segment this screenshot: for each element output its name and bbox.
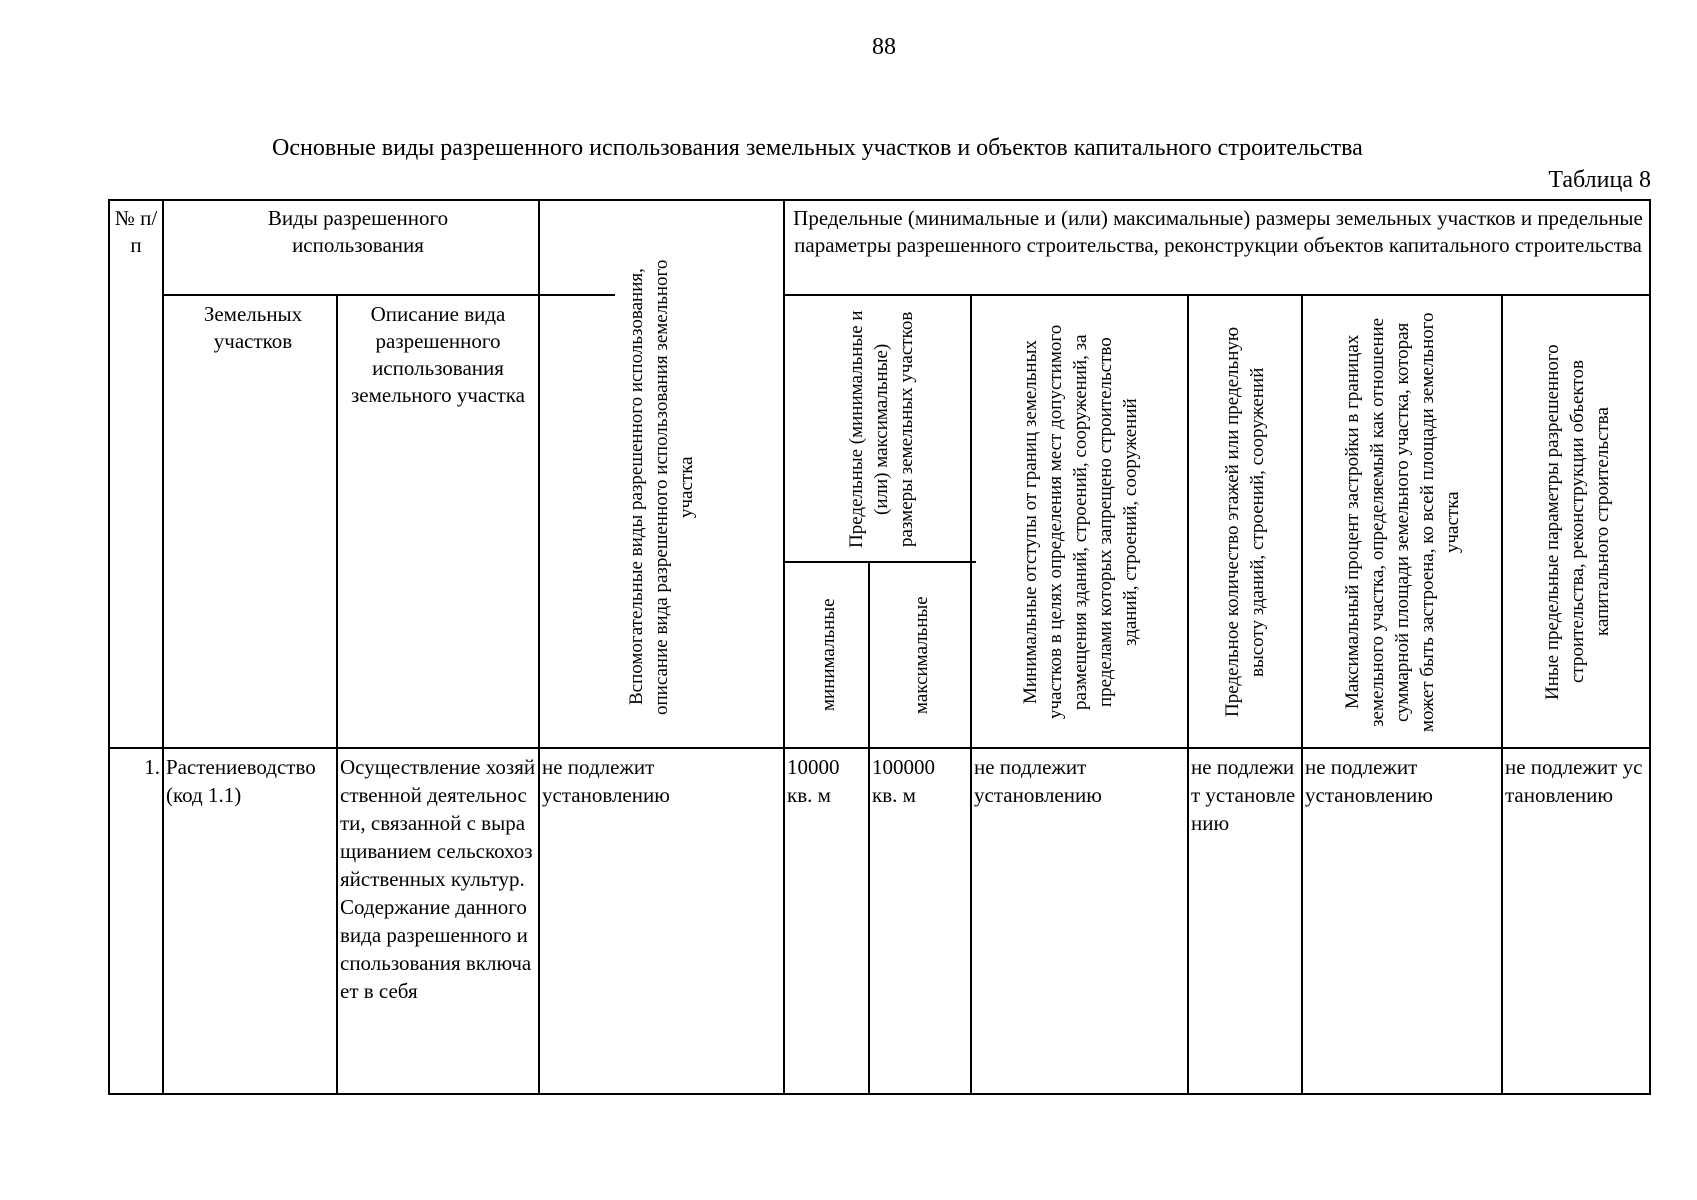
table-border-top bbox=[108, 199, 1651, 201]
row-1-min: 10000 кв. м bbox=[787, 755, 840, 807]
header-maximum: максимальные bbox=[910, 596, 932, 714]
header-setbacks-wrap bbox=[974, 299, 1186, 745]
col-divider-4 bbox=[783, 199, 785, 1095]
header-limits-group: Предельные (минимальные и (или) максимальные) размеры земельных участков и предельные параметры разрешенного строительства, реконструкции объектов капитального строительства bbox=[793, 206, 1643, 257]
header-floors: Предельное количество этажей или предельную высоту зданий, строений, сооружений bbox=[1222, 326, 1268, 718]
header-num: № п/п bbox=[114, 206, 158, 257]
header-coverage-wrap bbox=[1305, 299, 1499, 745]
header-description: Описание вида разрешенного использования земельного участка bbox=[351, 302, 525, 407]
page-number: 88 bbox=[872, 34, 896, 60]
header-plot-sizes: Предельные (минимальные и (или) максимальные) размеры земельных участков bbox=[845, 310, 917, 548]
header-setbacks: Минимальные отступы от границ земельных участков в целях определения мест допустимого размещения зданий, строений, сооружений, за пределами которых запрещено строительство зданий, строений, сооружений bbox=[1019, 324, 1141, 720]
table-label: Таблица 8 bbox=[1548, 167, 1651, 193]
row-1-auxiliary: не подлежит установлению bbox=[542, 755, 670, 807]
header-maximum-wrap bbox=[872, 565, 970, 745]
header-plot-sizes-wrap bbox=[788, 299, 974, 559]
header-coverage: Максимальный процент застройки в границах земельного участка, определяемый как отношение суммарной площади земельного участка, которая может быть застроена, ко всей площади земельного участка bbox=[1341, 312, 1463, 732]
row-1-max: 100000 кв. м bbox=[872, 755, 935, 807]
limits-group-divider bbox=[785, 294, 1651, 296]
header-other-wrap bbox=[1505, 299, 1649, 745]
table-border-right bbox=[1649, 199, 1651, 1095]
header-floors-wrap bbox=[1191, 299, 1299, 745]
document-title: Основные виды разрешенного использования земельных участков и объектов капитального строительства bbox=[272, 135, 1363, 161]
table-border-left bbox=[108, 199, 110, 1095]
row-1-num: 1. bbox=[144, 755, 160, 779]
col-divider-3 bbox=[538, 199, 540, 1095]
col-divider-5 bbox=[868, 561, 870, 1095]
row-1-description: Осуществление хозяйственной деятельности, связанной с выращиванием сельскохозяйственных культур. Содержание данного вида разрешенного использования включает в себя bbox=[340, 755, 536, 1003]
row-1-floors: не подлежит установлению bbox=[1191, 755, 1296, 835]
col-divider-2 bbox=[336, 295, 338, 1095]
row-1-land-plot: Растениеводство (код 1.1) bbox=[166, 755, 316, 807]
header-divider bbox=[108, 747, 1651, 749]
row-1-setbacks: не подлежит установлению bbox=[974, 755, 1102, 807]
land-use-table bbox=[108, 199, 1651, 1095]
col-divider-1 bbox=[162, 199, 164, 1095]
header-land-plots: Земельных участков bbox=[203, 302, 303, 353]
header-types-group: Виды разрешенного использования bbox=[267, 206, 449, 257]
header-other: Иные предельные параметры разрешенного строительства, реконструкции объектов капитального строительства bbox=[1541, 344, 1613, 700]
table-border-bottom bbox=[108, 1093, 1651, 1095]
header-auxiliary-wrap bbox=[542, 229, 780, 745]
header-minimum: минимальные bbox=[817, 598, 839, 712]
col-divider-8 bbox=[1301, 295, 1303, 1095]
header-auxiliary: Вспомогательные виды разрешенного использования, описание вида разрешенного использования земельного участка bbox=[625, 259, 697, 715]
col-divider-7 bbox=[1187, 295, 1189, 1095]
plot-sizes-divider bbox=[785, 561, 976, 563]
row-1-coverage: не подлежит установлению bbox=[1305, 755, 1433, 807]
row-1-other: не подлежит установлению bbox=[1505, 755, 1643, 807]
col-divider-9 bbox=[1501, 295, 1503, 1095]
header-minimum-wrap bbox=[788, 565, 868, 745]
